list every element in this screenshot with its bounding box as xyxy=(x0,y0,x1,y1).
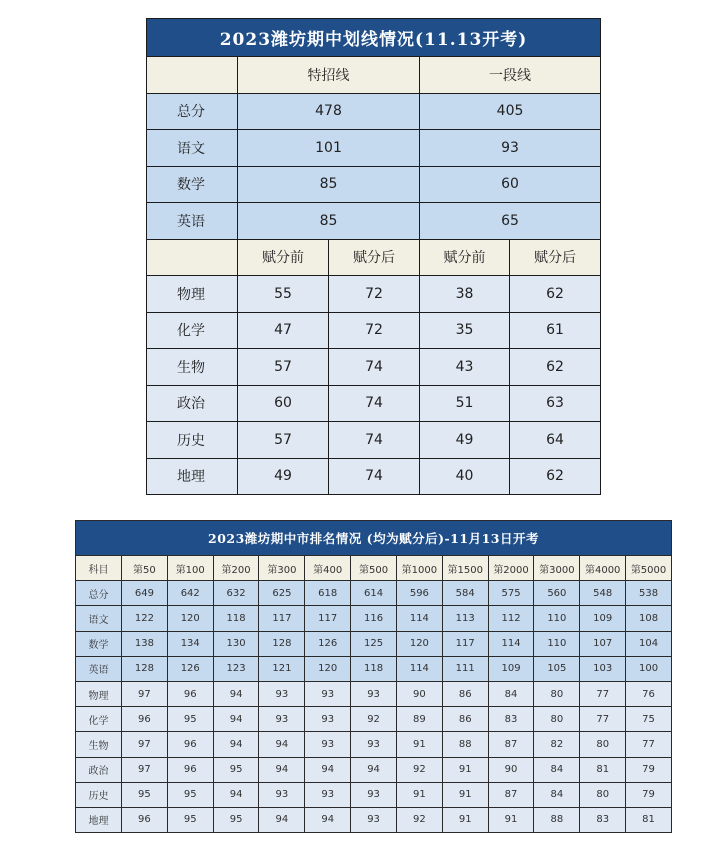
score-cell: 38 xyxy=(420,276,510,313)
subject-label: 物理 xyxy=(76,681,122,706)
table1-row-math xyxy=(147,166,601,203)
rank-column-header: 第400 xyxy=(305,556,351,581)
table1-row-total xyxy=(147,93,601,130)
score-cell: 94 xyxy=(213,732,259,757)
rank-column-header: 第3000 xyxy=(534,556,580,581)
score-cell: 49 xyxy=(238,458,329,495)
score-cell: 109 xyxy=(580,606,626,631)
subject-label: 政治 xyxy=(147,385,238,422)
score-cell: 95 xyxy=(167,707,213,732)
score-cell: 120 xyxy=(396,631,442,656)
score-cell: 47 xyxy=(238,312,329,349)
table1-row-english xyxy=(147,203,601,240)
score-cell: 89 xyxy=(396,707,442,732)
score-cell: 94 xyxy=(259,807,305,832)
score-cell: 81 xyxy=(626,807,672,832)
rank-column-header: 第1000 xyxy=(396,556,442,581)
score-cell: 138 xyxy=(122,631,168,656)
score-cell: 100 xyxy=(626,656,672,681)
tezhao-value: 478 xyxy=(238,93,420,130)
table-row xyxy=(76,707,672,732)
score-cell: 80 xyxy=(534,707,580,732)
score-cell: 130 xyxy=(213,631,259,656)
score-cell: 584 xyxy=(442,581,488,606)
score-cell: 121 xyxy=(259,656,305,681)
table1-row-biology xyxy=(147,349,601,386)
score-cell: 91 xyxy=(396,732,442,757)
rank-column-header: 第200 xyxy=(213,556,259,581)
score-cell: 49 xyxy=(420,422,510,459)
table1-row-chinese xyxy=(147,130,601,167)
yiduan-value: 60 xyxy=(420,166,601,203)
table-row xyxy=(76,606,672,631)
subject-label: 化学 xyxy=(147,312,238,349)
score-cell: 62 xyxy=(510,276,601,313)
rank-column-header: 第500 xyxy=(351,556,397,581)
score-cell: 120 xyxy=(167,606,213,631)
score-cell: 76 xyxy=(626,681,672,706)
subject-label: 历史 xyxy=(147,422,238,459)
score-cell: 57 xyxy=(238,422,329,459)
table-row xyxy=(76,631,672,656)
score-cell: 96 xyxy=(167,757,213,782)
subject-label: 生物 xyxy=(147,349,238,386)
score-cell: 95 xyxy=(122,782,168,807)
score-cell: 103 xyxy=(580,656,626,681)
score-cell: 113 xyxy=(442,606,488,631)
score-cell: 94 xyxy=(305,757,351,782)
rank-column-header: 第4000 xyxy=(580,556,626,581)
score-cell: 91 xyxy=(442,757,488,782)
table1-row-history xyxy=(147,422,601,459)
subject-column-header: 科目 xyxy=(76,556,122,581)
score-cell: 90 xyxy=(396,681,442,706)
score-cell: 548 xyxy=(580,581,626,606)
score-cell: 92 xyxy=(396,807,442,832)
table2-title-row xyxy=(76,521,672,556)
score-cell: 88 xyxy=(534,807,580,832)
sub-header-after: 赋分后 xyxy=(329,239,420,276)
subject-label: 物理 xyxy=(147,276,238,313)
score-cell: 60 xyxy=(238,385,329,422)
score-cell: 128 xyxy=(122,656,168,681)
score-cell: 117 xyxy=(305,606,351,631)
score-cell: 95 xyxy=(213,807,259,832)
score-cell: 86 xyxy=(442,707,488,732)
score-cell: 94 xyxy=(213,681,259,706)
score-cell: 80 xyxy=(534,681,580,706)
table2-title: 2023潍坊期中市排名情况 (均为赋分后)-11月13日开考 xyxy=(76,521,672,556)
score-cell: 40 xyxy=(420,458,510,495)
score-cell: 77 xyxy=(580,681,626,706)
score-cell: 92 xyxy=(396,757,442,782)
score-cell: 91 xyxy=(442,782,488,807)
subject-label: 化学 xyxy=(76,707,122,732)
score-cell: 105 xyxy=(534,656,580,681)
rank-column-header: 第5000 xyxy=(626,556,672,581)
score-cell: 91 xyxy=(488,807,534,832)
table1-sub-corner-cell xyxy=(147,239,238,276)
score-cell: 90 xyxy=(488,757,534,782)
score-cell: 94 xyxy=(213,707,259,732)
score-cell: 64 xyxy=(510,422,601,459)
score-cell: 110 xyxy=(534,631,580,656)
score-cell: 87 xyxy=(488,732,534,757)
tezhao-value: 85 xyxy=(238,166,420,203)
score-cell: 62 xyxy=(510,349,601,386)
table2-header-row xyxy=(76,556,672,581)
table1-row-physics xyxy=(147,276,601,313)
score-cell: 77 xyxy=(626,732,672,757)
score-cell: 95 xyxy=(213,757,259,782)
yiduan-value: 65 xyxy=(420,203,601,240)
subject-label: 地理 xyxy=(147,458,238,495)
table1-row-politics xyxy=(147,385,601,422)
score-cell: 84 xyxy=(534,782,580,807)
score-cell: 95 xyxy=(167,807,213,832)
score-cell: 126 xyxy=(167,656,213,681)
table-row xyxy=(76,782,672,807)
score-cell: 632 xyxy=(213,581,259,606)
score-cell: 87 xyxy=(488,782,534,807)
score-cell: 97 xyxy=(122,681,168,706)
city-ranking-table xyxy=(75,520,672,833)
table1-sub-header-row xyxy=(147,239,601,276)
score-cell: 96 xyxy=(122,807,168,832)
score-cell: 118 xyxy=(213,606,259,631)
score-cell: 55 xyxy=(238,276,329,313)
score-cell: 62 xyxy=(510,458,601,495)
score-cell: 77 xyxy=(580,707,626,732)
score-cell: 110 xyxy=(534,606,580,631)
subject-label: 英语 xyxy=(147,203,238,240)
score-cell: 649 xyxy=(122,581,168,606)
score-cell: 84 xyxy=(488,681,534,706)
tezhao-value: 101 xyxy=(238,130,420,167)
table-row xyxy=(76,581,672,606)
group-header-tezhao: 特招线 xyxy=(238,57,420,94)
score-cell: 95 xyxy=(167,782,213,807)
subject-label: 总分 xyxy=(147,93,238,130)
score-cell: 114 xyxy=(396,656,442,681)
score-cell: 560 xyxy=(534,581,580,606)
score-cell: 93 xyxy=(305,732,351,757)
score-cell: 114 xyxy=(396,606,442,631)
score-cell: 35 xyxy=(420,312,510,349)
score-cell: 72 xyxy=(329,312,420,349)
score-cell: 79 xyxy=(626,782,672,807)
subject-label: 数学 xyxy=(76,631,122,656)
score-cell: 114 xyxy=(488,631,534,656)
score-cell: 128 xyxy=(259,631,305,656)
score-cell: 96 xyxy=(122,707,168,732)
score-cell: 93 xyxy=(351,807,397,832)
score-cell: 94 xyxy=(213,782,259,807)
score-cell: 72 xyxy=(329,276,420,313)
table1-title-row xyxy=(147,19,601,57)
rank-column-header: 第1500 xyxy=(442,556,488,581)
score-cell: 86 xyxy=(442,681,488,706)
score-cell: 81 xyxy=(580,757,626,782)
score-cell: 107 xyxy=(580,631,626,656)
score-cell: 97 xyxy=(122,732,168,757)
score-cell: 74 xyxy=(329,422,420,459)
table-row xyxy=(76,681,672,706)
score-cell: 94 xyxy=(259,732,305,757)
rank-column-header: 第300 xyxy=(259,556,305,581)
score-cell: 109 xyxy=(488,656,534,681)
score-cell: 104 xyxy=(626,631,672,656)
score-cell: 108 xyxy=(626,606,672,631)
subject-label: 政治 xyxy=(76,757,122,782)
score-cell: 614 xyxy=(351,581,397,606)
rank-column-header: 第100 xyxy=(167,556,213,581)
score-cell: 93 xyxy=(351,782,397,807)
score-cell: 74 xyxy=(329,385,420,422)
score-cell: 93 xyxy=(351,732,397,757)
sub-header-before: 赋分前 xyxy=(238,239,329,276)
score-cell: 91 xyxy=(442,807,488,832)
subject-label: 地理 xyxy=(76,807,122,832)
subject-label: 历史 xyxy=(76,782,122,807)
subject-label: 英语 xyxy=(76,656,122,681)
score-cell: 112 xyxy=(488,606,534,631)
score-cell: 122 xyxy=(122,606,168,631)
score-cell: 94 xyxy=(305,807,351,832)
score-cell: 82 xyxy=(534,732,580,757)
group-header-yiduan: 一段线 xyxy=(420,57,601,94)
score-cell: 120 xyxy=(305,656,351,681)
sub-header-after: 赋分后 xyxy=(510,239,601,276)
subject-label: 语文 xyxy=(147,130,238,167)
subject-label: 数学 xyxy=(147,166,238,203)
score-cell: 93 xyxy=(259,681,305,706)
score-cell: 618 xyxy=(305,581,351,606)
score-cell: 75 xyxy=(626,707,672,732)
score-cell: 93 xyxy=(305,681,351,706)
score-cell: 51 xyxy=(420,385,510,422)
score-cell: 93 xyxy=(305,707,351,732)
subject-label: 总分 xyxy=(76,581,122,606)
subject-label: 生物 xyxy=(76,732,122,757)
score-cell: 111 xyxy=(442,656,488,681)
table-row xyxy=(76,807,672,832)
score-cell: 116 xyxy=(351,606,397,631)
score-cell: 538 xyxy=(626,581,672,606)
score-cell: 80 xyxy=(580,782,626,807)
score-cell: 96 xyxy=(167,681,213,706)
score-cell: 97 xyxy=(122,757,168,782)
cutoff-lines-table xyxy=(146,18,601,495)
score-cell: 63 xyxy=(510,385,601,422)
score-cell: 43 xyxy=(420,349,510,386)
score-cell: 117 xyxy=(259,606,305,631)
score-cell: 91 xyxy=(396,782,442,807)
yiduan-value: 93 xyxy=(420,130,601,167)
yiduan-value: 405 xyxy=(420,93,601,130)
score-cell: 61 xyxy=(510,312,601,349)
score-cell: 83 xyxy=(488,707,534,732)
rank-column-header: 第50 xyxy=(122,556,168,581)
score-cell: 96 xyxy=(167,732,213,757)
score-cell: 84 xyxy=(534,757,580,782)
score-cell: 625 xyxy=(259,581,305,606)
score-cell: 118 xyxy=(351,656,397,681)
score-cell: 74 xyxy=(329,349,420,386)
score-cell: 88 xyxy=(442,732,488,757)
table1-title: 2023潍坊期中划线情况(11.13开考) xyxy=(147,19,601,57)
table1-row-chemistry xyxy=(147,312,601,349)
score-cell: 93 xyxy=(351,681,397,706)
score-cell: 93 xyxy=(259,707,305,732)
score-cell: 93 xyxy=(259,782,305,807)
table-row xyxy=(76,656,672,681)
score-cell: 74 xyxy=(329,458,420,495)
score-cell: 117 xyxy=(442,631,488,656)
score-cell: 123 xyxy=(213,656,259,681)
score-cell: 57 xyxy=(238,349,329,386)
table1-corner-cell xyxy=(147,57,238,94)
score-cell: 92 xyxy=(351,707,397,732)
score-cell: 93 xyxy=(305,782,351,807)
table-row xyxy=(76,732,672,757)
score-cell: 134 xyxy=(167,631,213,656)
score-cell: 94 xyxy=(259,757,305,782)
score-cell: 83 xyxy=(580,807,626,832)
table1-row-geography xyxy=(147,458,601,495)
table-row xyxy=(76,757,672,782)
sub-header-before: 赋分前 xyxy=(420,239,510,276)
rank-column-header: 第2000 xyxy=(488,556,534,581)
score-cell: 94 xyxy=(351,757,397,782)
score-cell: 79 xyxy=(626,757,672,782)
table1-group-header-row xyxy=(147,57,601,94)
score-cell: 126 xyxy=(305,631,351,656)
subject-label: 语文 xyxy=(76,606,122,631)
score-cell: 125 xyxy=(351,631,397,656)
score-cell: 642 xyxy=(167,581,213,606)
score-cell: 596 xyxy=(396,581,442,606)
tezhao-value: 85 xyxy=(238,203,420,240)
score-cell: 575 xyxy=(488,581,534,606)
score-cell: 80 xyxy=(580,732,626,757)
